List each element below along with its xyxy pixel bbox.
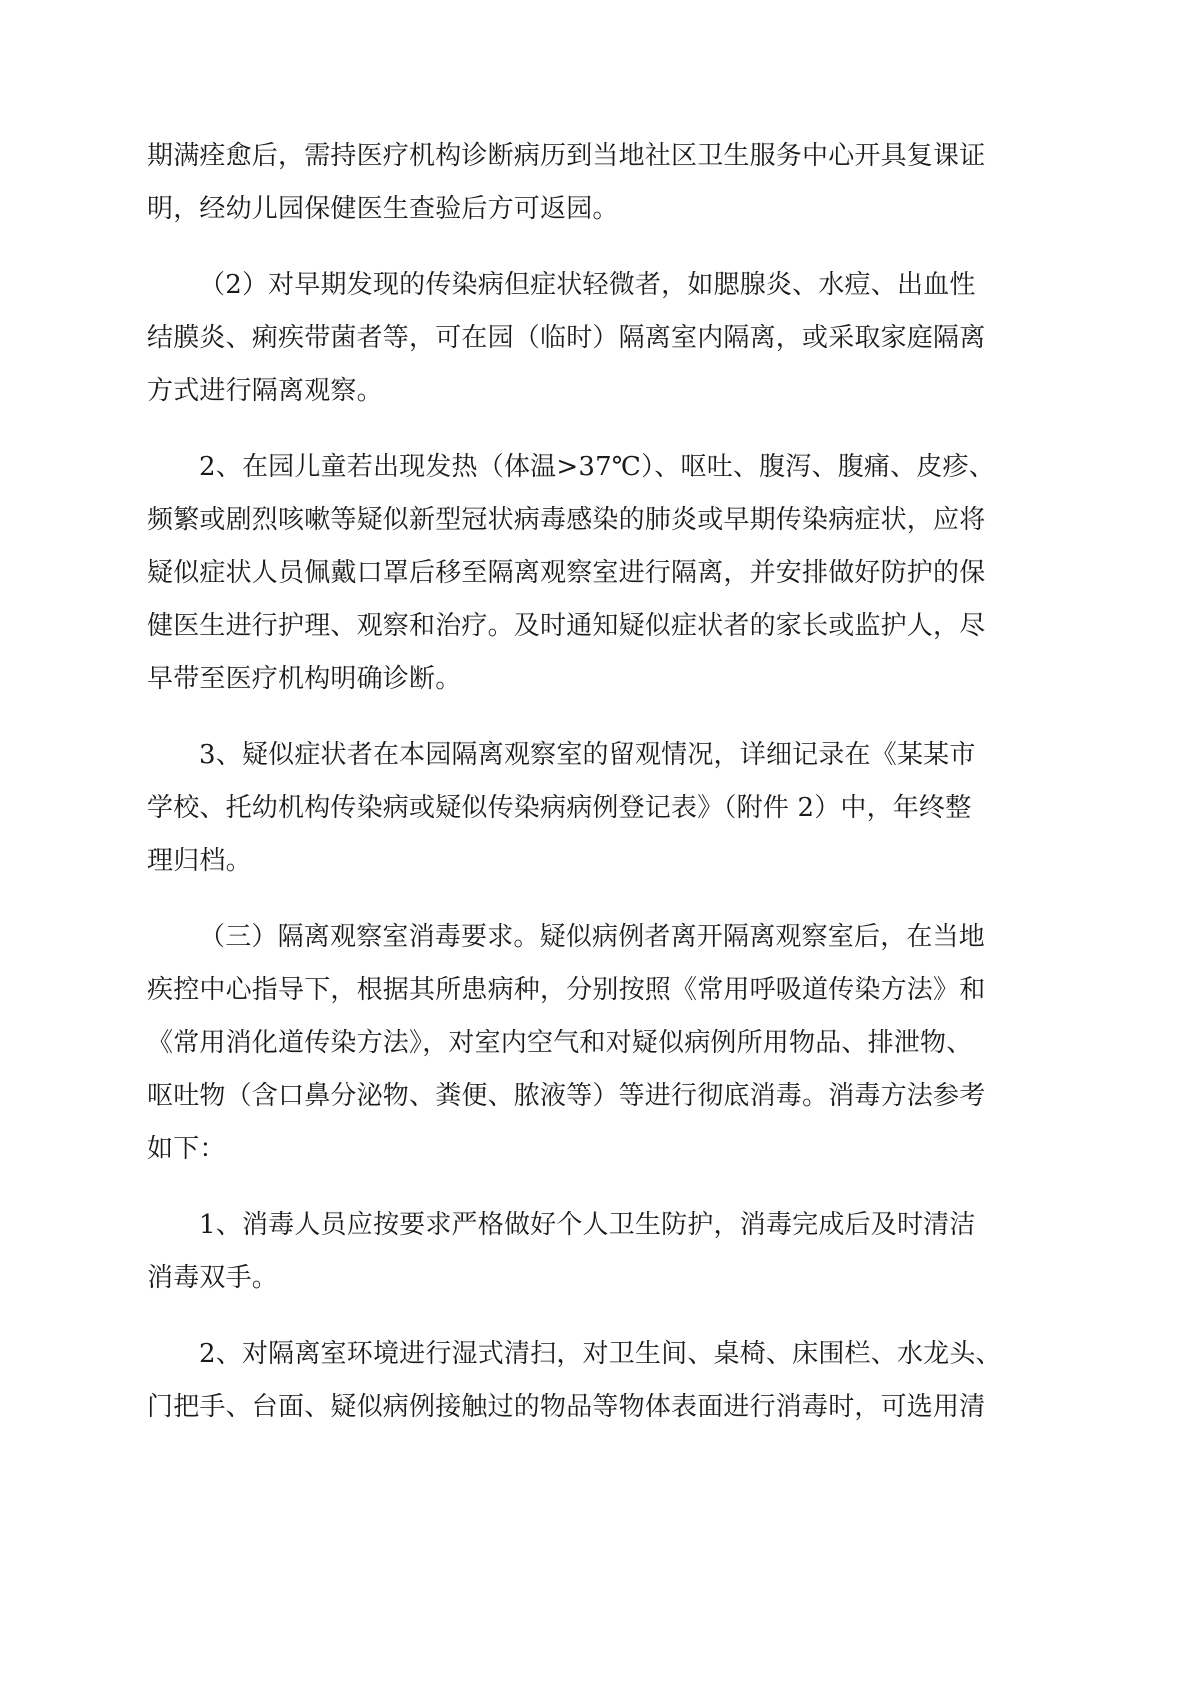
text-line: 3、疑似症状者在本园隔离观察室的留观情况，详细记录在《某某市 xyxy=(199,740,976,770)
text-line: 健医生进行护理、观察和治疗。及时通知疑似症状者的家长或监护人，尽 xyxy=(147,611,986,641)
paragraph-mild-cases xyxy=(147,259,1047,418)
text-line: （2）对早期发现的传染病但症状轻微者，如腮腺炎、水痘、出血性 xyxy=(199,270,976,300)
paragraph-records xyxy=(147,729,1047,888)
text-line: 2、在园儿童若出现发热（体温>37℃）、呕吐、腹泻、腹痛、皮疹、 xyxy=(199,452,995,482)
document-body xyxy=(147,130,1047,1457)
text-line: 门把手、台面、疑似病例接触过的物品等物体表面进行消毒时，可选用清 xyxy=(147,1392,986,1422)
text-line: 早带至医疗机构明确诊断。 xyxy=(147,664,462,694)
text-line: 学校、托幼机构传染病或疑似传染病病例登记表》（附件 2）中，年终整 xyxy=(147,793,972,823)
text-line: 方式进行隔离观察。 xyxy=(147,376,383,406)
paragraph-disinfection-requirements xyxy=(147,911,1047,1176)
paragraph-surface-cleaning xyxy=(147,1328,1047,1434)
text-line: 期满痊愈后，需持医疗机构诊断病历到当地社区卫生服务中心开具复课证 xyxy=(147,141,986,171)
paragraph-personal-protection xyxy=(147,1199,1047,1305)
text-line: 频繁或剧烈咳嗽等疑似新型冠状病毒感染的肺炎或早期传染病症状，应将 xyxy=(147,505,986,535)
paragraph-recovery xyxy=(147,130,1047,236)
text-line: 如下： xyxy=(147,1134,226,1164)
text-line: 结膜炎、痢疾带菌者等，可在园（临时）隔离室内隔离，或采取家庭隔离 xyxy=(147,323,986,353)
text-line: 理归档。 xyxy=(147,846,252,876)
text-line: 疑似症状人员佩戴口罩后移至隔离观察室进行隔离，并安排做好防护的保 xyxy=(147,558,986,588)
text-line: 消毒双手。 xyxy=(147,1263,279,1293)
text-line: 明，经幼儿园保健医生查验后方可返园。 xyxy=(147,194,619,224)
text-line: 呕吐物（含口鼻分泌物、粪便、脓液等）等进行彻底消毒。消毒方法参考 xyxy=(147,1081,986,1111)
text-line: 《常用消化道传染方法》，对室内空气和对疑似病例所用物品、排泄物、 xyxy=(147,1028,973,1058)
text-line: 1、消毒人员应按要求严格做好个人卫生防护，消毒完成后及时清洁 xyxy=(199,1210,976,1240)
text-line: 2、对隔离室环境进行湿式清扫，对卫生间、桌椅、床围栏、水龙头、 xyxy=(199,1339,1002,1369)
paragraph-symptoms xyxy=(147,441,1047,706)
text-line: 疾控中心指导下，根据其所患病种，分别按照《常用呼吸道传染方法》和 xyxy=(147,975,986,1005)
text-line: （三）隔离观察室消毒要求。疑似病例者离开隔离观察室后，在当地 xyxy=(199,922,986,952)
